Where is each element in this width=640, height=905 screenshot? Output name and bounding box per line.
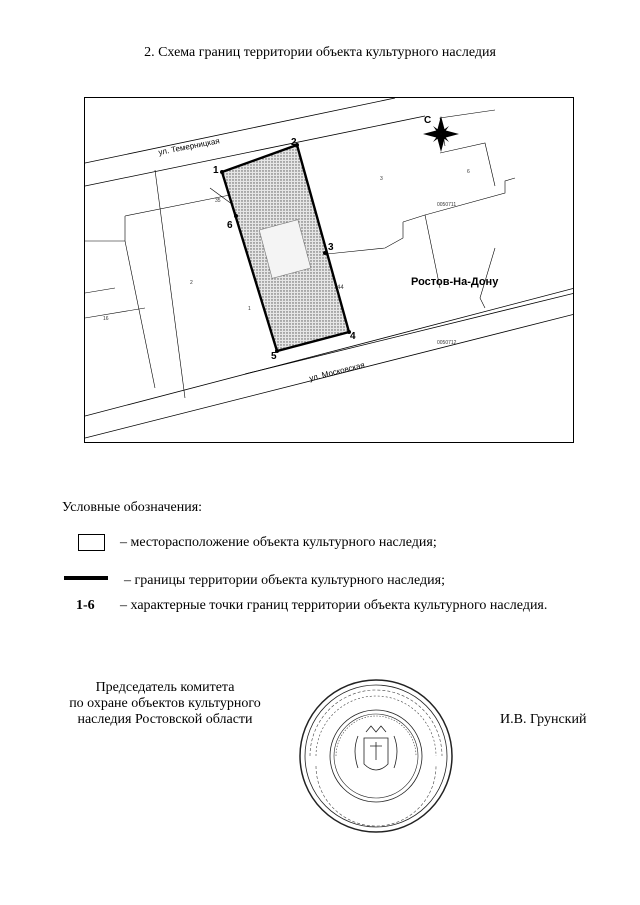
coat-of-arms-icon [355,726,397,770]
street-label-south: ул. Московская [308,360,366,383]
document-title: 2. Схема границ территории объекта культурного наследия [144,45,496,60]
parcel-code-upper: 0050711 [437,202,457,208]
legend-points-code: 1-6 [76,598,95,613]
legend-points-text: – характерные точки границ территории объекта культурного наследия. [120,598,548,613]
signer-title-line: по охране объектов культурного [69,696,261,711]
signer-title [50,680,280,728]
lot-number: 2 [190,280,193,286]
legend-heading: Условные обозначения: [62,500,203,515]
lot-number: 6 [467,169,470,175]
legend-boundary-line-symbol [64,576,108,580]
point-label-3: 3 [328,242,334,253]
signer-name: И.В. Грунский [500,712,587,727]
signer-title-line: наследия Ростовской области [77,712,253,727]
lot-number: 16 [103,316,109,322]
point-label-1: 1 [213,165,219,176]
lot-number: 3 [380,176,383,182]
point-label-5: 5 [271,351,277,362]
legend-location-text: – месторасположение объекта культурного наследия; [120,535,437,550]
building-number: 44 [337,285,344,291]
signer-title-line: Председатель комитета [95,680,235,695]
official-seal [296,676,456,836]
compass-label: С [424,115,432,126]
city-label: Ростов-На-Дону [411,276,499,288]
parcel-code-lower: 0050712 [437,340,457,346]
boundary-map [84,97,574,443]
street-label-north: ул. Темерницкая [157,136,221,157]
point-label-4: 4 [350,331,356,342]
lot-number: 35 [215,198,221,204]
point-label-2: 2 [291,137,297,148]
point-label-6: 6 [227,220,233,231]
lot-number: 1 [248,306,251,312]
legend-location-symbol [78,534,105,551]
legend-boundary-text: – границы территории объекта культурного наследия; [124,573,445,588]
map-canvas [85,98,574,443]
